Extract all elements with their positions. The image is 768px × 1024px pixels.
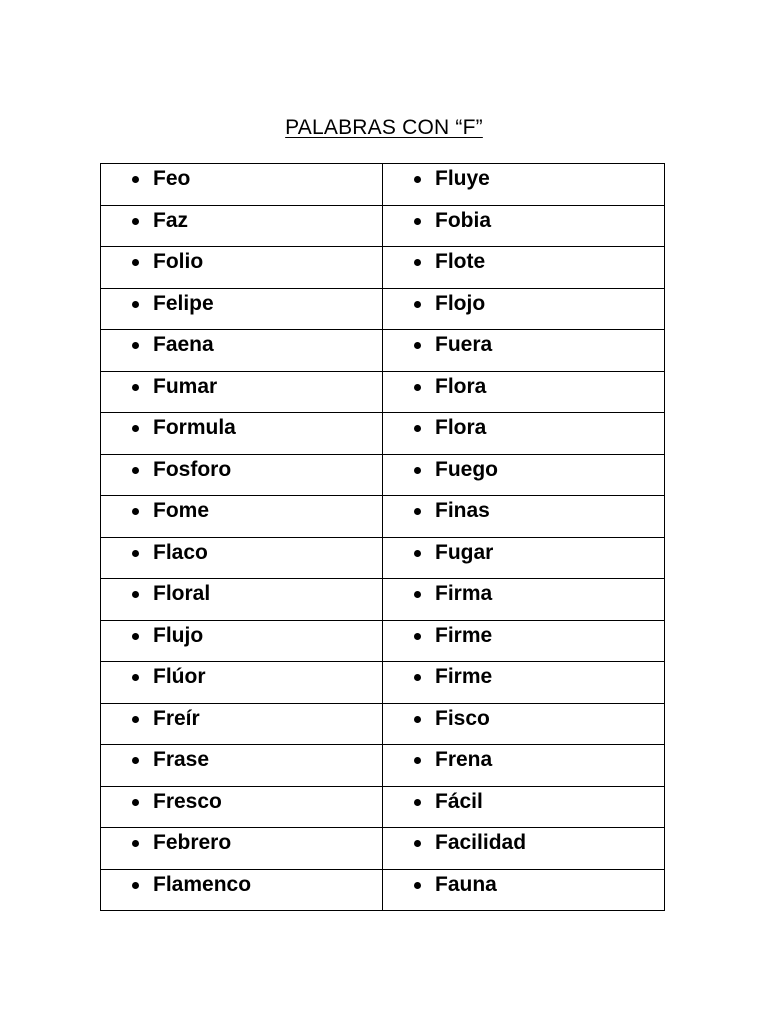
word-text: Frase: [153, 748, 210, 771]
bullet-icon: [132, 508, 139, 515]
list-item: [383, 246, 664, 289]
word-text: Fuera: [435, 333, 493, 356]
table-cell: [383, 703, 665, 745]
table-row: [101, 869, 665, 911]
table-cell: [101, 330, 383, 372]
word-text: Flojo: [435, 291, 486, 315]
bullet-icon: [132, 799, 139, 806]
bullet-icon: [132, 716, 139, 723]
bullet-icon: [132, 259, 139, 266]
bullet-icon: [132, 301, 139, 308]
bullet-icon: [414, 716, 421, 723]
bullet-icon: [132, 674, 139, 681]
table-cell: [101, 662, 383, 704]
table-row: [101, 496, 665, 538]
word-text: Flora: [435, 374, 487, 398]
table-cell: [101, 579, 383, 621]
word-text: Firma: [435, 582, 493, 605]
word-text: Fosforo: [153, 457, 232, 481]
list-item: [383, 163, 664, 206]
list-item: [101, 246, 382, 289]
table-row: [101, 371, 665, 413]
table-cell: [101, 620, 383, 662]
list-item: [101, 786, 382, 829]
bullet-icon: [132, 840, 139, 847]
bullet-icon: [414, 342, 421, 349]
table-row: [101, 828, 665, 870]
list-item: [383, 288, 664, 331]
table-cell: [383, 537, 665, 579]
list-item: [383, 869, 664, 912]
bullet-icon: [414, 550, 421, 557]
table-row: [101, 620, 665, 662]
list-item: [383, 578, 664, 621]
list-item: [101, 578, 382, 621]
bullet-icon: [132, 467, 139, 474]
word-text: Fugar: [435, 540, 494, 564]
word-text: Frena: [435, 748, 493, 771]
word-text: Flujo: [153, 623, 204, 647]
word-text: Fisco: [435, 706, 490, 730]
table-cell: [101, 828, 383, 870]
bullet-icon: [414, 633, 421, 640]
list-item: [383, 661, 664, 704]
list-item: [101, 661, 382, 704]
list-item: [101, 703, 382, 746]
table-cell: [101, 496, 383, 538]
page-title: PALABRAS CON “F”: [285, 116, 483, 139]
table-cell: [383, 828, 665, 870]
list-item: [383, 495, 664, 538]
table-cell: [101, 288, 383, 330]
table-row: [101, 330, 665, 372]
word-text: Freír: [153, 706, 200, 730]
table-row: [101, 745, 665, 787]
table-row: [101, 703, 665, 745]
list-item: [383, 371, 664, 414]
table-cell: [101, 413, 383, 455]
word-text: Fuego: [435, 457, 498, 481]
bullet-icon: [414, 384, 421, 391]
word-text: Felipe: [153, 291, 214, 315]
table-cell: [383, 579, 665, 621]
bullet-icon: [132, 218, 139, 225]
list-item: [383, 205, 664, 248]
bullet-icon: [132, 342, 139, 349]
table-cell: [101, 205, 383, 247]
list-item: [101, 744, 382, 787]
bullet-icon: [132, 384, 139, 391]
table-cell: [101, 537, 383, 579]
list-item: [101, 412, 382, 455]
word-text: Feo: [153, 167, 191, 190]
table-row: [101, 205, 665, 247]
list-item: [101, 495, 382, 538]
table-cell: [101, 164, 383, 206]
table-cell: [383, 371, 665, 413]
table-cell: [101, 247, 383, 289]
bullet-icon: [414, 508, 421, 515]
word-text: Fácil: [435, 789, 483, 813]
list-item: [101, 620, 382, 663]
table-row: [101, 786, 665, 828]
bullet-icon: [414, 882, 421, 889]
table-cell: [383, 786, 665, 828]
word-text: Firme: [435, 665, 493, 688]
word-text: Faz: [153, 208, 189, 232]
word-table-body: [101, 164, 665, 911]
table-row: [101, 413, 665, 455]
list-item: [383, 786, 664, 829]
table-row: [101, 662, 665, 704]
table-cell: [101, 703, 383, 745]
bullet-icon: [132, 425, 139, 432]
bullet-icon: [414, 301, 421, 308]
list-item: [101, 329, 382, 372]
bullet-icon: [132, 633, 139, 640]
table-cell: [383, 869, 665, 911]
bullet-icon: [414, 840, 421, 847]
table-row: [101, 164, 665, 206]
word-text: Fresco: [153, 789, 222, 813]
table-cell: [101, 869, 383, 911]
table-cell: [383, 330, 665, 372]
table-cell: [383, 164, 665, 206]
list-item: [101, 827, 382, 870]
list-item: [383, 827, 664, 870]
bullet-icon: [132, 591, 139, 598]
list-item: [101, 163, 382, 206]
word-text: Flúor: [153, 665, 206, 688]
word-text: Fluye: [435, 167, 490, 190]
list-item: [383, 744, 664, 787]
word-text: Fumar: [153, 374, 218, 398]
bullet-icon: [132, 176, 139, 183]
bullet-icon: [414, 425, 421, 432]
word-text: Flora: [435, 416, 487, 439]
bullet-icon: [414, 757, 421, 764]
list-item: [101, 371, 382, 414]
bullet-icon: [132, 550, 139, 557]
bullet-icon: [132, 882, 139, 889]
list-item: [101, 288, 382, 331]
table-cell: [383, 413, 665, 455]
bullet-icon: [414, 799, 421, 806]
bullet-icon: [414, 674, 421, 681]
table-cell: [383, 745, 665, 787]
bullet-icon: [414, 467, 421, 474]
word-text: Flaco: [153, 540, 208, 564]
table-cell: [383, 454, 665, 496]
word-text: Folio: [153, 250, 204, 273]
list-item: [383, 454, 664, 497]
list-item: [101, 869, 382, 912]
table-cell: [383, 620, 665, 662]
table-cell: [383, 662, 665, 704]
bullet-icon: [414, 218, 421, 225]
word-text: Faena: [153, 333, 214, 356]
list-item: [383, 329, 664, 372]
list-item: [383, 412, 664, 455]
list-item: [101, 205, 382, 248]
word-text: Flamenco: [153, 872, 252, 896]
bullet-icon: [414, 259, 421, 266]
list-item: [101, 454, 382, 497]
word-text: Fome: [153, 499, 210, 522]
table-cell: [383, 288, 665, 330]
list-item: [101, 537, 382, 580]
table-cell: [101, 371, 383, 413]
word-text: Floral: [153, 582, 211, 605]
bullet-icon: [414, 591, 421, 598]
table-cell: [101, 745, 383, 787]
word-text: Fauna: [435, 872, 497, 896]
list-item: [383, 620, 664, 663]
word-table: [100, 163, 665, 911]
word-text: Facilidad: [435, 831, 527, 854]
word-text: Fobia: [435, 208, 491, 232]
word-text: Flote: [435, 250, 486, 273]
table-cell: [101, 786, 383, 828]
table-row: [101, 454, 665, 496]
word-text: Formula: [153, 416, 236, 439]
word-text: Febrero: [153, 831, 232, 854]
table-row: [101, 537, 665, 579]
table-row: [101, 579, 665, 621]
list-item: [383, 703, 664, 746]
table-row: [101, 247, 665, 289]
table-cell: [383, 247, 665, 289]
table-row: [101, 288, 665, 330]
list-item: [383, 537, 664, 580]
bullet-icon: [414, 176, 421, 183]
table-cell: [383, 496, 665, 538]
table-cell: [101, 454, 383, 496]
bullet-icon: [132, 757, 139, 764]
word-text: Finas: [435, 499, 490, 522]
table-cell: [383, 205, 665, 247]
word-text: Firme: [435, 623, 493, 647]
